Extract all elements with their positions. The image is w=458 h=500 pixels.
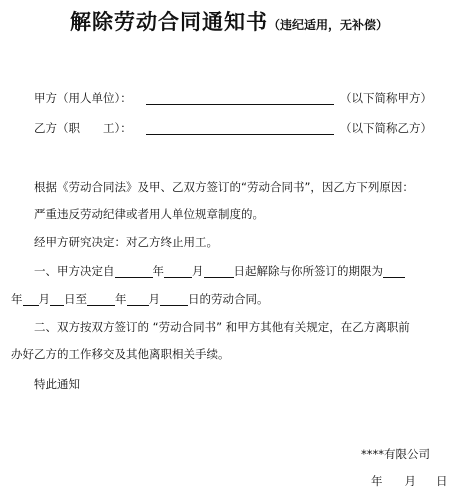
paragraph-4-line-2: 办好乙方的工作移交及其他离职相关手续。 <box>11 347 230 361</box>
term-start-month-blank <box>23 293 39 306</box>
term-start-day-blank <box>50 293 64 306</box>
party-b-note: （以下简称乙方） <box>340 121 432 135</box>
p3-to: 日至 <box>64 292 87 306</box>
term-end-year-blank <box>87 293 115 306</box>
document-title <box>0 6 458 36</box>
party-a-note: （以下简称甲方） <box>340 91 432 105</box>
p3-year: 年 <box>152 264 164 278</box>
signature-date <box>371 473 448 489</box>
term-end-day-blank <box>160 293 188 306</box>
p3-prefix: 一、甲方决定自 <box>34 264 115 278</box>
paragraph-1-line-2: 严重违反劳动纪律或者用人单位规章制度的。 <box>34 207 264 221</box>
p3-end: 日的劳动合同。 <box>188 292 269 306</box>
closing-text: 特此通知 <box>34 377 80 391</box>
paragraph-4-line-1: 二、双方按双方签订的 “劳动合同书” 和甲方其他有关规定，在乙方离职前 <box>34 320 410 334</box>
start-month-blank <box>164 265 192 278</box>
date-day: 日 <box>436 474 448 488</box>
term-end-month-blank <box>127 293 149 306</box>
party-b-blank <box>146 122 334 135</box>
title-main: 解除劳动合同通知书 <box>69 9 268 34</box>
start-year-blank <box>115 265 153 278</box>
company-name: ****有限公司 <box>361 447 430 461</box>
party-a-line <box>34 91 432 105</box>
title-subtitle: （违纪适用，无补偿） <box>267 18 388 32</box>
party-b-line <box>34 121 432 135</box>
paragraph-3-line-1 <box>34 264 405 278</box>
party-a-blank <box>146 92 334 105</box>
date-month: 月 <box>404 474 416 488</box>
start-day-blank <box>204 265 234 278</box>
paragraph-2: 经甲方研究决定：对乙方终止用工。 <box>34 235 218 249</box>
party-a-label: 甲方（用人单位）： <box>34 91 132 105</box>
p3-month: 月 <box>192 264 204 278</box>
date-year: 年 <box>371 474 383 488</box>
p3-month-3: 月 <box>148 292 160 306</box>
term-start-year-blank <box>383 265 405 278</box>
paragraph-1-line-1: 根据《劳动合同法》及甲、乙双方签订的“劳动合同书”，因乙方下列原因： <box>34 180 414 194</box>
party-b-label: 乙方（职 工）： <box>34 121 132 135</box>
p3-month-2: 月 <box>38 292 50 306</box>
p3-mid: 日起解除与你所签订的期限为 <box>233 264 383 278</box>
p3-year-2: 年 <box>11 292 23 306</box>
p3-year-3: 年 <box>115 292 127 306</box>
paragraph-3-line-2 <box>11 292 269 306</box>
